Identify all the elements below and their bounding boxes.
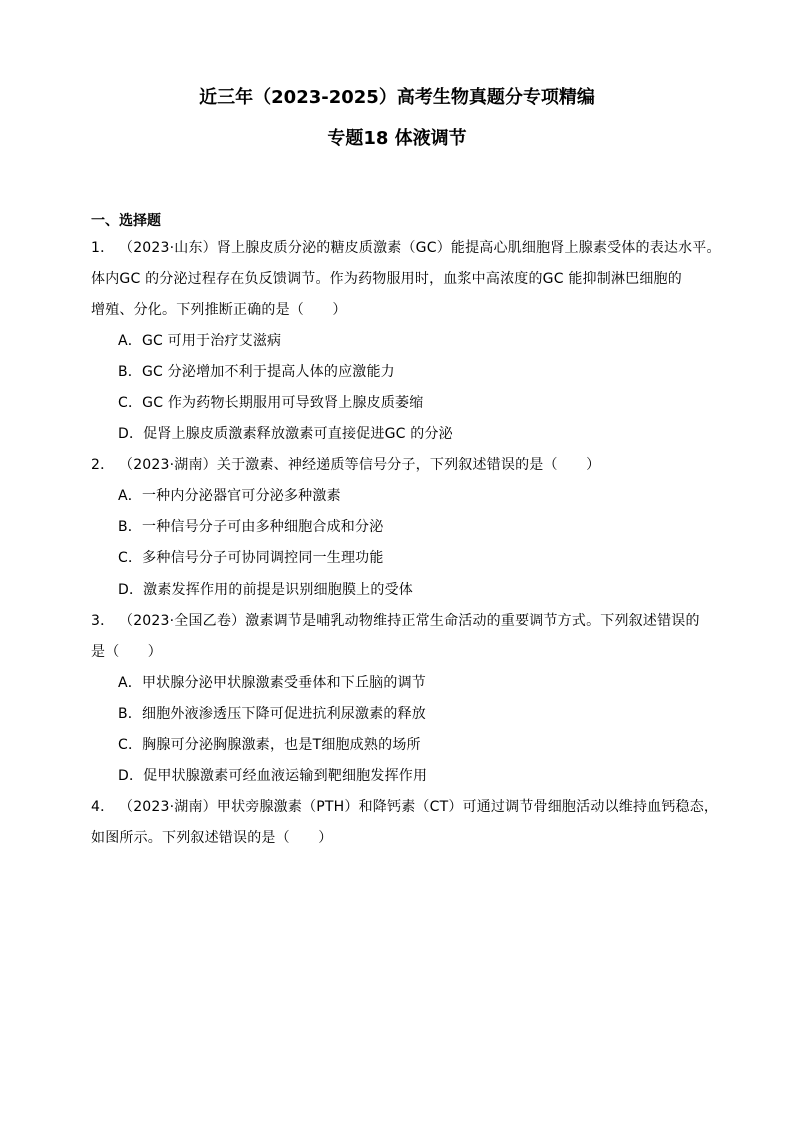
question-3-option-a: A．甲状腺分泌甲状腺激素受垂体和下丘脑的调节 bbox=[118, 675, 426, 691]
question-1-text: （2023·山东）肾上腺皮质分泌的糖皮质激素（GC）能提高心肌细胞肾上腺素受体的表达水平。 bbox=[119, 240, 721, 256]
question-1-option-a: A．GC 可用于治疗艾滋病 bbox=[118, 333, 282, 349]
question-1-option-b: B．GC 分泌增加不利于提高人体的应激能力 bbox=[118, 364, 395, 380]
question-1-option-c: C．GC 作为药物长期服用可导致肾上腺皮质萎缩 bbox=[118, 395, 424, 411]
question-2-option-c: C．多种信号分子可协同调控同一生理功能 bbox=[118, 550, 384, 566]
question-4-number: 4． bbox=[91, 799, 115, 815]
question-4-line-1 bbox=[91, 797, 718, 817]
question-2-text: （2023·湖南）关于激素、神经递质等信号分子，下列叙述错误的是（ ） bbox=[119, 457, 601, 473]
document-title: 近三年（2023-2025）高考生物真题分专项精编 bbox=[199, 87, 595, 108]
question-3-number: 3． bbox=[91, 613, 115, 629]
question-4-line-2: 如图所示。下列叙述错误的是（ ） bbox=[91, 830, 333, 846]
question-3-line-1 bbox=[91, 611, 700, 631]
question-1-number: 1． bbox=[91, 240, 115, 256]
question-3-text: （2023·全国乙卷）激素调节是哺乳动物维持正常生命活动的重要调节方式。下列叙述错误的 bbox=[119, 613, 700, 629]
question-1-line-2: 体内GC 的分泌过程存在负反馈调节。作为药物服用时，血浆中高浓度的GC 能抑制淋巴细胞的 bbox=[91, 271, 682, 287]
question-3-option-c: C．胸腺可分泌胸腺激素，也是T细胞成熟的场所 bbox=[118, 737, 421, 753]
document-subtitle: 专题18 体液调节 bbox=[327, 128, 467, 149]
question-1-option-d: D．促肾上腺皮质激素释放激素可直接促进GC 的分泌 bbox=[118, 426, 453, 442]
question-2-option-a: A．一种内分泌器官可分泌多种激素 bbox=[118, 488, 341, 504]
section-heading: 一、选择题 bbox=[91, 213, 161, 229]
question-3-option-b: B．细胞外液渗透压下降可促进抗利尿激素的释放 bbox=[118, 706, 427, 722]
question-2-option-b: B．一种信号分子可由多种细胞合成和分泌 bbox=[118, 519, 384, 535]
question-1-line-1 bbox=[91, 238, 721, 258]
question-3-option-d: D．促甲状腺激素可经血液运输到靶细胞发挥作用 bbox=[118, 768, 428, 784]
question-2-number: 2． bbox=[91, 457, 115, 473]
question-2-line-1 bbox=[91, 455, 600, 475]
question-1-line-3: 增殖、分化。下列推断正确的是（ ） bbox=[91, 302, 347, 318]
question-2-option-d: D．激素发挥作用的前提是识别细胞膜上的受体 bbox=[118, 582, 413, 598]
question-3-line-2: 是（ ） bbox=[91, 644, 162, 660]
question-4-text: （2023·湖南）甲状旁腺激素（PTH）和降钙素（CT）可通过调节骨细胞活动以维持血钙稳态， bbox=[119, 799, 719, 815]
